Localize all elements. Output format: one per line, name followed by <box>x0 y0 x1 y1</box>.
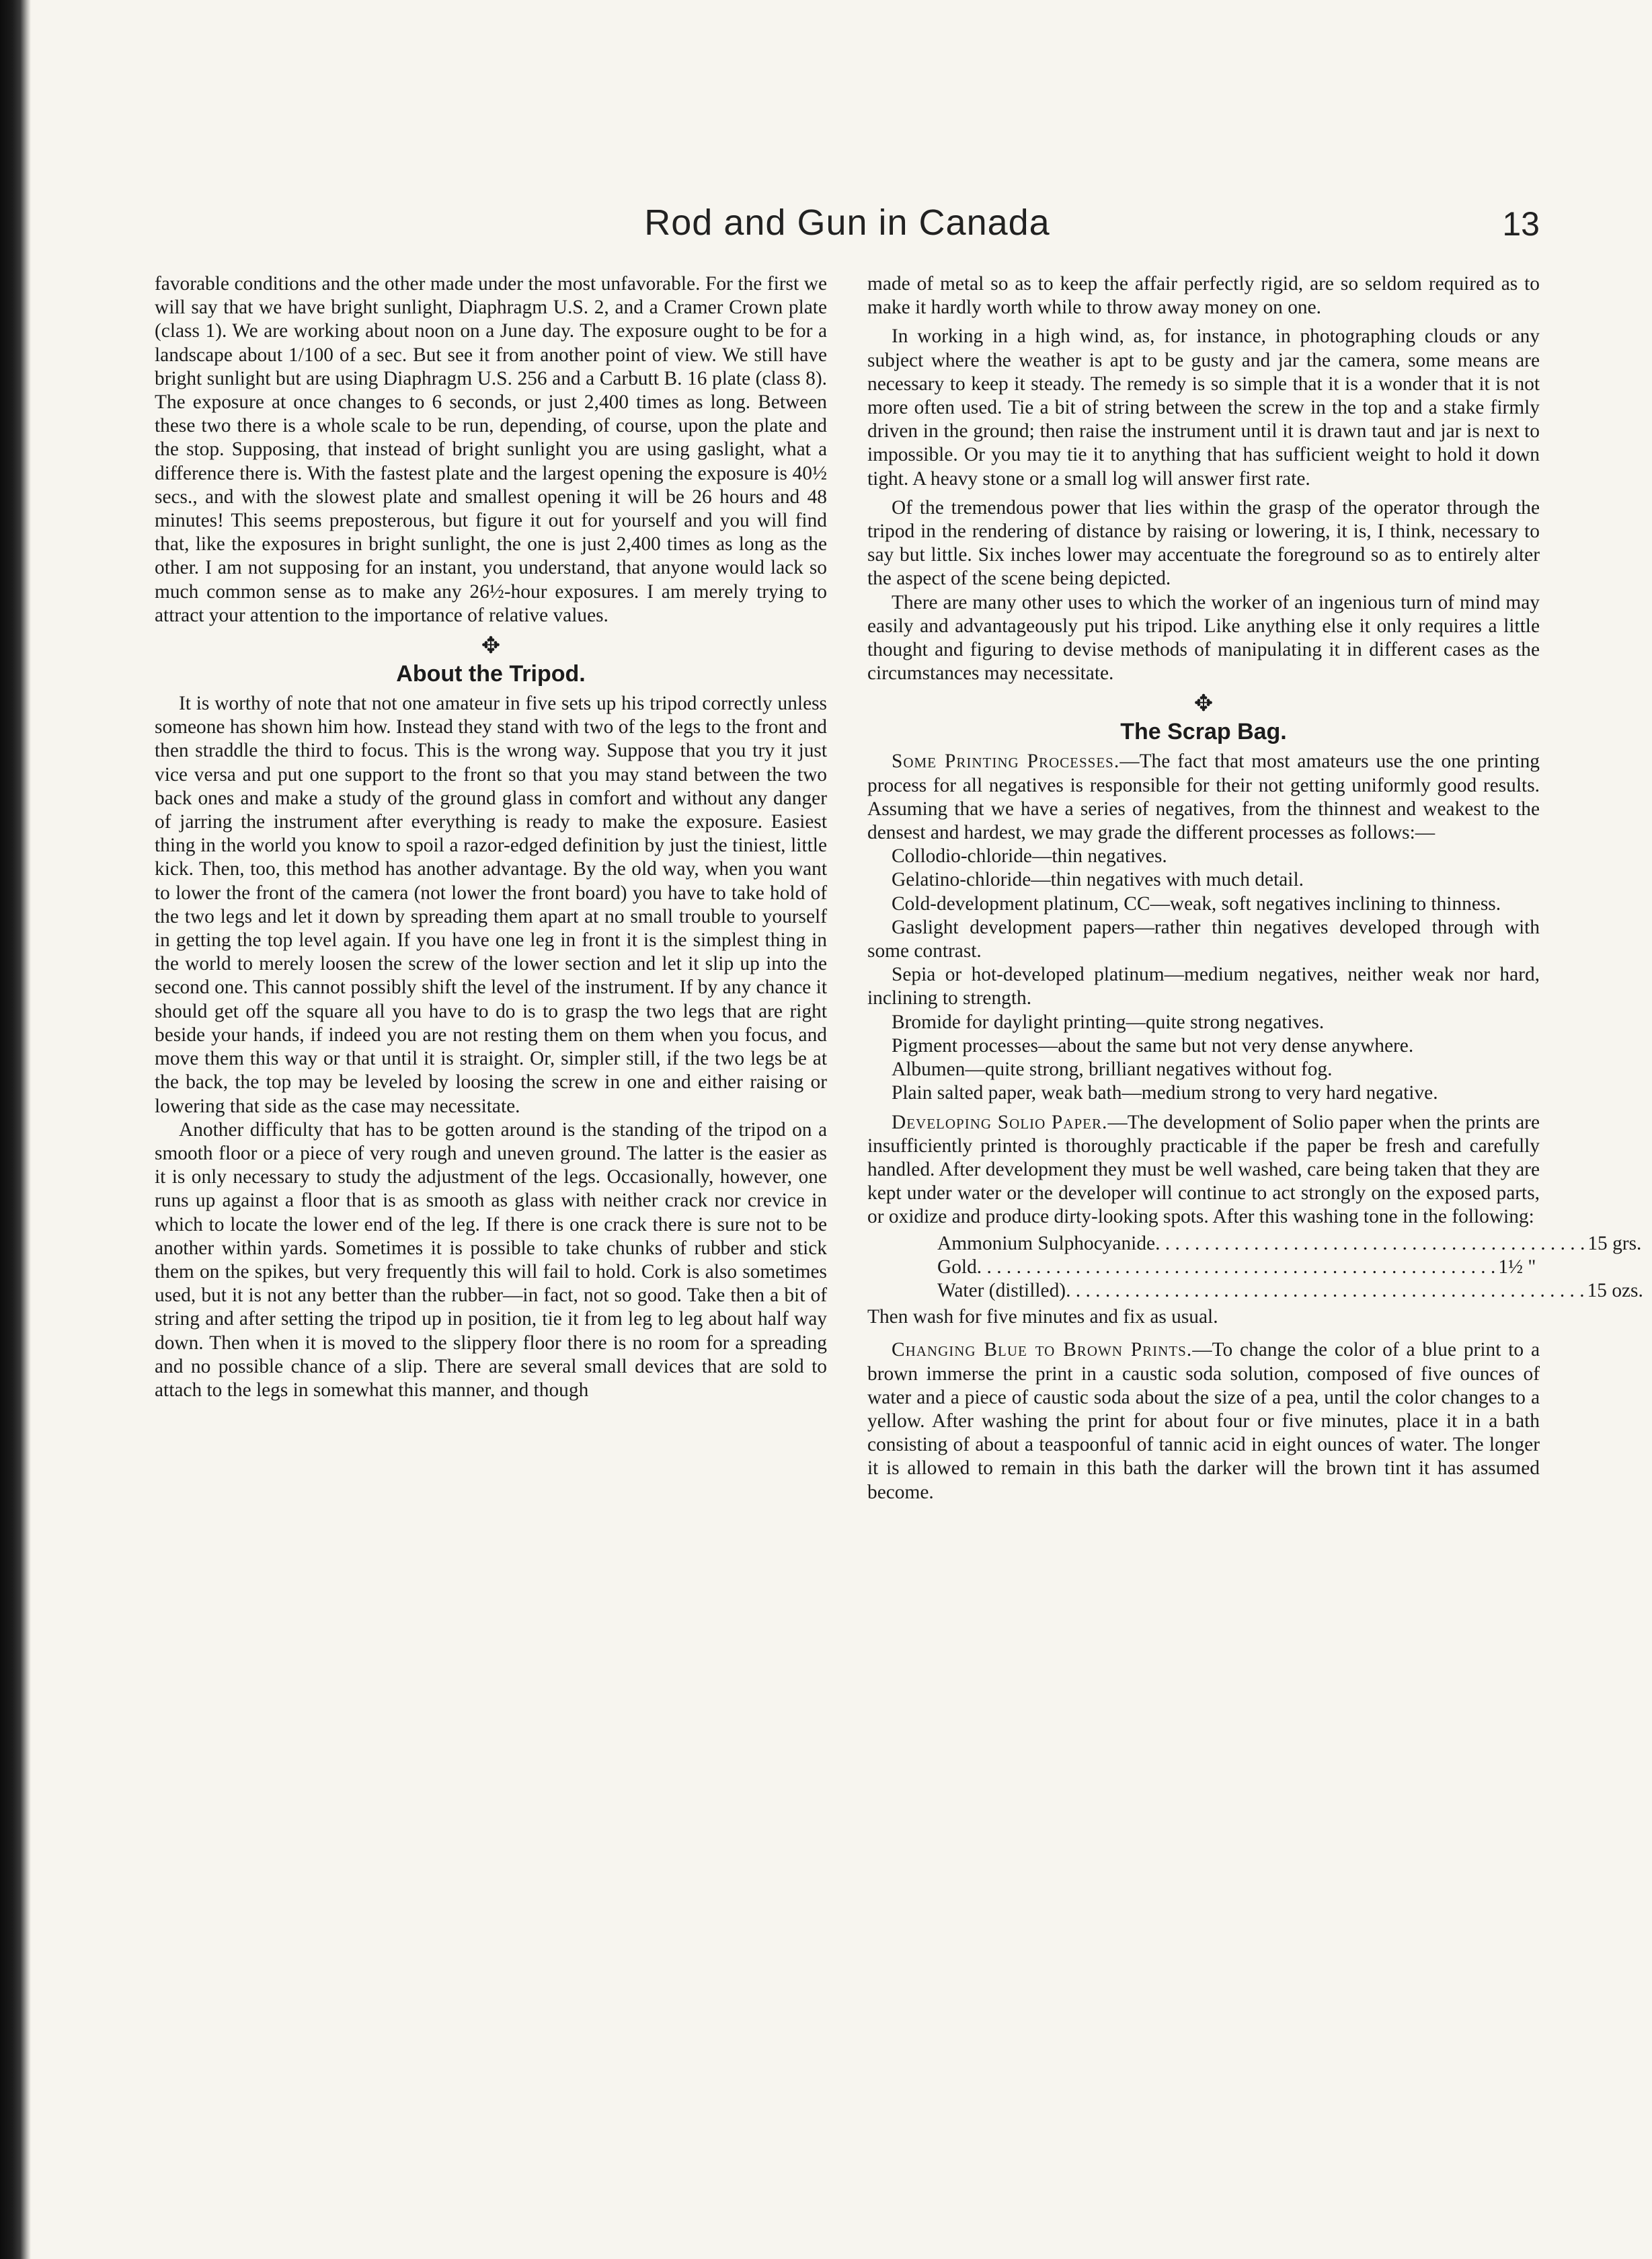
page-title: Rod and Gun in Canada <box>644 202 1050 243</box>
recipe-row <box>867 1232 1642 1256</box>
recipe-ingredient: Gold <box>937 1256 977 1278</box>
recipe-amount: 1½ " <box>1498 1256 1536 1278</box>
recipe-leader-dots: . . . . . . . . . . . . . . . . . . . . . . . . . . . . . . . . . . . . . . . . . . . . <box>1155 1232 1585 1254</box>
printing-processes-text: —The fact that most amateurs use the one printing process for all negatives is responsible for their not getting uniformly good results. Assuming that we have a series of negatives, from the thinnest and weakest to the densest and hardest, we may grade the different processes as follows:— <box>867 751 1540 844</box>
tripod-paragraph-2: Another difficulty that has to be gotten around is the standing of the tripod on a smooth floor or a piece of very rough and uneven ground. The latter is the easier as it is only necessary to study the adjustment of the legs. Occasionally, however, one runs up against a floor that is as smooth as glass with neither crack nor crevice in which to locate the lower end of the leg. If there is one crack there is sure not to be another within yards. Sometimes it is possible to take chunks of rubber and stick them on the spikes, but very frequently this will fail to hold. Cork is also sometimes used, but it is not any better than the rubber—in fact, not so good. Take then a bit of string and after setting the tripod up in position, tie it from leg to leg about half way down. Then when it is moved to the slippery floor there is no room for a spreading and no possible chance of a slip. There are several small devices that are sold to attach to the legs in somewhat this manner, and though <box>155 1118 827 1401</box>
right-column <box>867 272 1643 1504</box>
binding-edge <box>0 0 31 2259</box>
left-column <box>155 272 827 1402</box>
tripod-paragraph-5: Of the tremendous power that lies within the grasp of the operator through the tripod in the rendering of distance by raising or lowering, it is, I think, necessary to say but little. Six inches lower may accentuate the foreground so as to entirely alter the aspect of the scene being depicted. <box>867 496 1540 590</box>
recipe-ingredient: Ammonium Sulphocyanide <box>937 1232 1156 1254</box>
list-item: Sepia or hot-developed platinum—medium negatives, neither weak nor hard, inclining to strength. <box>867 964 1540 1009</box>
recipe-leader-dots: . . . . . . . . . . . . . . . . . . . . . . . . . . . . . . . . . . . . . . . . . . . . . . . . . . . . . <box>1066 1279 1585 1301</box>
list-item: Collodio-chloride—thin negatives. <box>892 845 1167 868</box>
printing-processes-paragraph <box>867 750 1540 845</box>
page-number: 13 <box>1502 205 1540 243</box>
continued-paragraph: favorable conditions and the other made under the most unfavorable. For the first we will say that we have bright sunlight, Diaphragm U.S. 2, and a Cramer Crown plate (class 1). We are working about noon on a June day. The exposure ought to be for a landscape about 1/100 of a sec. But see it from another point of view. We still have bright sunlight but are using Diaphragm U.S. 256 and a Carbutt B. 16 plate (class 8). The exposure at once changes to 6 seconds, or just 2,400 times as long. Between these two there is a whole scale to be run, depending, of course, upon the plate and the stop. Supposing, that instead of bright sunlight you are using gaslight, what a difference there is. With the fastest plate and the largest opening the exposure is 40½ secs., and with the slowest plate and smallest opening it will be 26 hours and 48 minutes! This seems preposterous, but figure it out for yourself and you will find that, like the exposures in bright sunlight, the one is just 2,400 times as long as the other. I am not supposing for an instant, you understand, that anyone would lack so much common sense as to make any 26½-hour exposures. I am merely trying to attract your attention to the importance of relative values. <box>155 273 827 626</box>
article-columns <box>155 272 1643 2209</box>
list-item: Gaslight development papers—rather thin negatives developed through with some contrast. <box>867 916 1540 962</box>
recipe-amount: 15 grs. <box>1587 1232 1642 1254</box>
recipe-ingredient: Water (distilled) <box>937 1279 1066 1301</box>
solio-lead: Developing Solio Paper. <box>892 1111 1108 1133</box>
list-item: Cold-development platinum, CC—weak, soft negatives inclining to thinness. <box>892 892 1501 915</box>
printing-processes-lead: Some Printing Processes. <box>892 751 1120 773</box>
tripod-paragraph-1: It is worthy of note that not one amateur in five sets up his tripod correctly unless someone has shown him how. Instead they stand with two of the legs to the front and then straddle the third to focus. This is the wrong way. Suppose that you try it just vice versa and put one support to the front so that you may stand between the two back ones and make a study of the ground glass in comfort and without any danger of jarring the instrument after everything is ready to make the exposure. Easiest thing in the world you know to spoil a razor-edged definition by just the tiniest, little kick. Then, too, this method has another advantage. By the old way, when you want to lower the front of the camera (not lower the front board) you have to take hold of the two legs and let it down by spreading them apart at no small trouble to yourself in getting the top level again. If you have one leg in front it is the simplest thing in the world to merely loosen the screw of the lower section and let it slip up into the second one. This cannot possibly shift the level of the instrument. If by any chance it should get off the square all you have to do is to grasp the two legs that are right beside your hands, if indeed you are not resting them on them when you focus, and move them this way or that until it is straight. Or, simpler still, if the two legs be at the back, the top may be leveled by loosing the screw in one and either raising or lowering that side as the case may necessitate. <box>155 693 827 1117</box>
list-item: Plain salted paper, weak bath—medium strong to very hard negative. <box>892 1082 1438 1104</box>
list-item: Gelatino-chloride—thin negatives with much detail. <box>892 869 1304 891</box>
section-divider-ornament: ✥ <box>1193 690 1214 718</box>
list-item: Bromide for daylight printing—quite strong negatives. <box>892 1011 1325 1033</box>
section-divider-ornament: ✥ <box>481 632 501 660</box>
recipe-leader-dots: . . . . . . . . . . . . . . . . . . . . . . . . . . . . . . . . . . . . . . . . . . . . . . . . . . . . . <box>976 1256 1496 1278</box>
tripod-paragraph-6: There are many other uses to which the worker of an ingenious turn of mind may easily and advantageously put his tripod. Like anything else it only requires a little thought and figuring to devise methods of manipulating it in different cases as the circumstances may necessitate. <box>867 591 1540 685</box>
list-item: Albumen—quite strong, brilliant negatives without fog. <box>892 1059 1333 1081</box>
section-heading-tripod: About the Tripod. <box>396 661 586 687</box>
solio-closing: Then wash for five minutes and fix as usual. <box>867 1306 1218 1328</box>
toning-recipe <box>867 1232 1643 1303</box>
tripod-paragraph-3: made of metal so as to keep the affair perfectly rigid, are so seldom required as to make it hardly worth while to throw away money on one. <box>867 273 1540 319</box>
recipe-amount: 15 ozs. <box>1587 1279 1643 1301</box>
blue-prints-paragraph <box>867 1338 1540 1504</box>
recipe-row <box>867 1256 1536 1279</box>
recipe-row <box>867 1279 1643 1303</box>
page-header <box>155 202 1540 262</box>
section-heading-scrap-bag: The Scrap Bag. <box>1120 719 1287 745</box>
solio-text: —The development of Solio paper when the prints are insufficiently printed is thoroughly practicable if the paper be fresh and carefully handled. After development they must be well washed, care being taken that they are kept under water or the developer will continue to act strongly on the exposed parts, or oxidize and produce dirty-looking spots. After this washing tone in the following: <box>867 1111 1540 1228</box>
solio-paragraph <box>867 1111 1540 1229</box>
tripod-paragraph-4: In working in a high wind, as, for instance, in photographing clouds or any subject where the weather is apt to be gusty and jar the camera, some means are necessary to keep it steady. The remedy is so simple that it is a wonder that it is not more often used. Tie a bit of string between the screw in the top and a stake firmly driven in the ground; then raise the instrument until it is drawn taut and jar is next to impossible. Or you may tie it to anything that has sufficient weight to hold it down tight. A heavy stone or a small log will answer first rate. <box>867 326 1540 490</box>
blue-prints-lead: Changing Blue to Brown Prints. <box>892 1339 1193 1361</box>
blue-prints-text: —To change the color of a blue print to a brown immerse the print in a caustic soda solution, composed of five ounces of water and a piece of caustic soda about the size of a pea, until the color changes to a yellow. After washing the print for about four or five minutes, place it in a bath consisting of about a teaspoonful of tannic acid in eight ounces of water. The longer it is allowed to remain in this bath the darker will the brown tint it has assumed become. <box>867 1339 1540 1503</box>
list-item: Pigment processes—about the same but not very dense anywhere. <box>892 1034 1414 1057</box>
